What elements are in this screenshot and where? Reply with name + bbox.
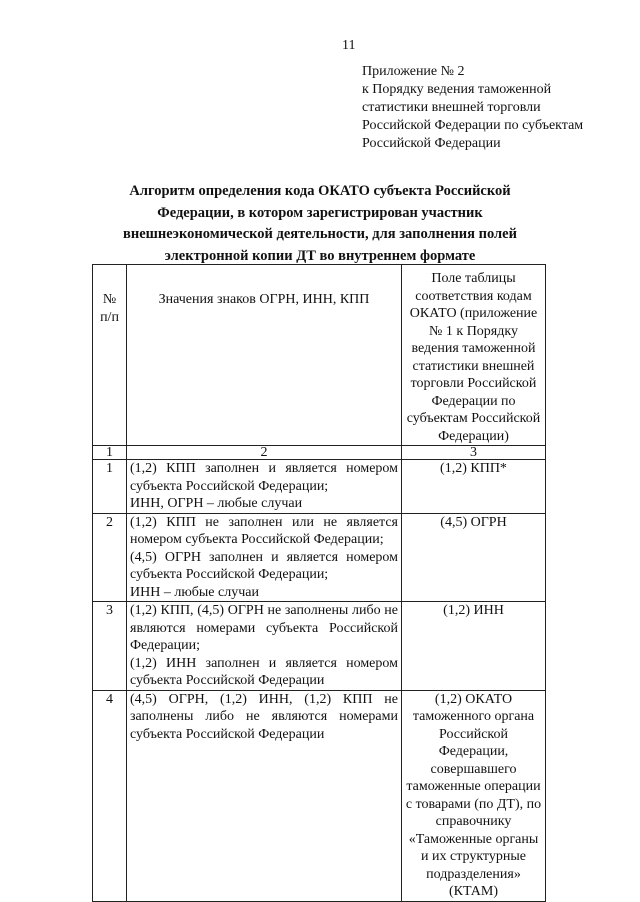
row-number: 3 xyxy=(93,602,127,691)
row-field: (1,2) КПП* xyxy=(402,460,546,514)
header-conditions: Значения знаков ОГРН, ИНН, КПП xyxy=(127,265,402,446)
row-number: 1 xyxy=(93,460,127,514)
condition-line: ИНН – любые случаи xyxy=(130,584,259,600)
header-field: Поле таблицы соответствия кодам ОКАТО (приложение № 1 к Порядку ведения таможенной статистики внешней торговли Российской Федерации по субъектам Российской Федерации) xyxy=(402,265,546,446)
table-row xyxy=(93,460,546,514)
column-number: 3 xyxy=(402,446,546,460)
condition-line: (4,5) ОГРН, (1,2) ИНН, (1,2) КПП не заполнены либо не являются номерами субъекта Российской Федерации xyxy=(130,691,398,742)
row-conditions xyxy=(127,513,402,602)
table-header-row xyxy=(93,265,546,446)
document-title: Алгоритм определения кода ОКАТО субъекта Российской Федерации, в котором зарегистрирован участник внешнеэкономической деятельности, для заполнения полей электронной копии ДТ во внутреннем формате xyxy=(123,183,517,264)
row-field: (1,2) ИНН xyxy=(402,602,546,691)
condition-line: (1,2) КПП, (4,5) ОГРН не заполнены либо не являются номерами субъекта Российской Федерации; xyxy=(130,603,398,653)
column-number: 1 xyxy=(93,446,127,460)
row-number: 4 xyxy=(93,690,127,901)
condition-line: ИНН, ОГРН – любые случаи xyxy=(130,496,303,511)
condition-line: (1,2) КПП не заполнен или не является номером субъекта Российской Федерации; xyxy=(130,514,398,547)
column-number-row xyxy=(93,446,546,460)
table-row xyxy=(93,690,546,901)
row-field: (1,2) ОКАТО таможенного органа Российской Федерации, совершавшего таможенные операции с товарами (по ДТ), по справочнику «Таможенные органы и их структурные подразделения» (КТАМ) xyxy=(402,690,546,901)
appendix-line: к Порядку ведения таможенной xyxy=(362,82,552,97)
appendix-reference xyxy=(362,63,583,153)
header-number: № п/п xyxy=(93,265,127,446)
appendix-line: Российской Федерации xyxy=(362,136,501,151)
row-conditions xyxy=(127,602,402,691)
appendix-line: Приложение № 2 xyxy=(362,64,465,79)
page-number: 11 xyxy=(342,38,356,53)
appendix-line: Российской Федерации по субъектам xyxy=(362,118,584,133)
row-conditions xyxy=(127,690,402,901)
condition-line: (4,5) ОГРН заполнен и является номером субъекта Российской Федерации; xyxy=(130,549,398,582)
condition-line: (1,2) КПП заполнен и является номером субъекта Российской Федерации; xyxy=(130,461,398,494)
okato-algorithm-table xyxy=(92,264,546,902)
table-row xyxy=(93,602,546,691)
table-row xyxy=(93,513,546,602)
condition-line: (1,2) ИНН заполнен и является номером субъекта Российской Федерации xyxy=(130,655,398,688)
column-number: 2 xyxy=(127,446,402,460)
row-field: (4,5) ОГРН xyxy=(402,513,546,602)
appendix-line: статистики внешней торговли xyxy=(362,100,541,115)
row-conditions xyxy=(127,460,402,514)
row-number: 2 xyxy=(93,513,127,602)
